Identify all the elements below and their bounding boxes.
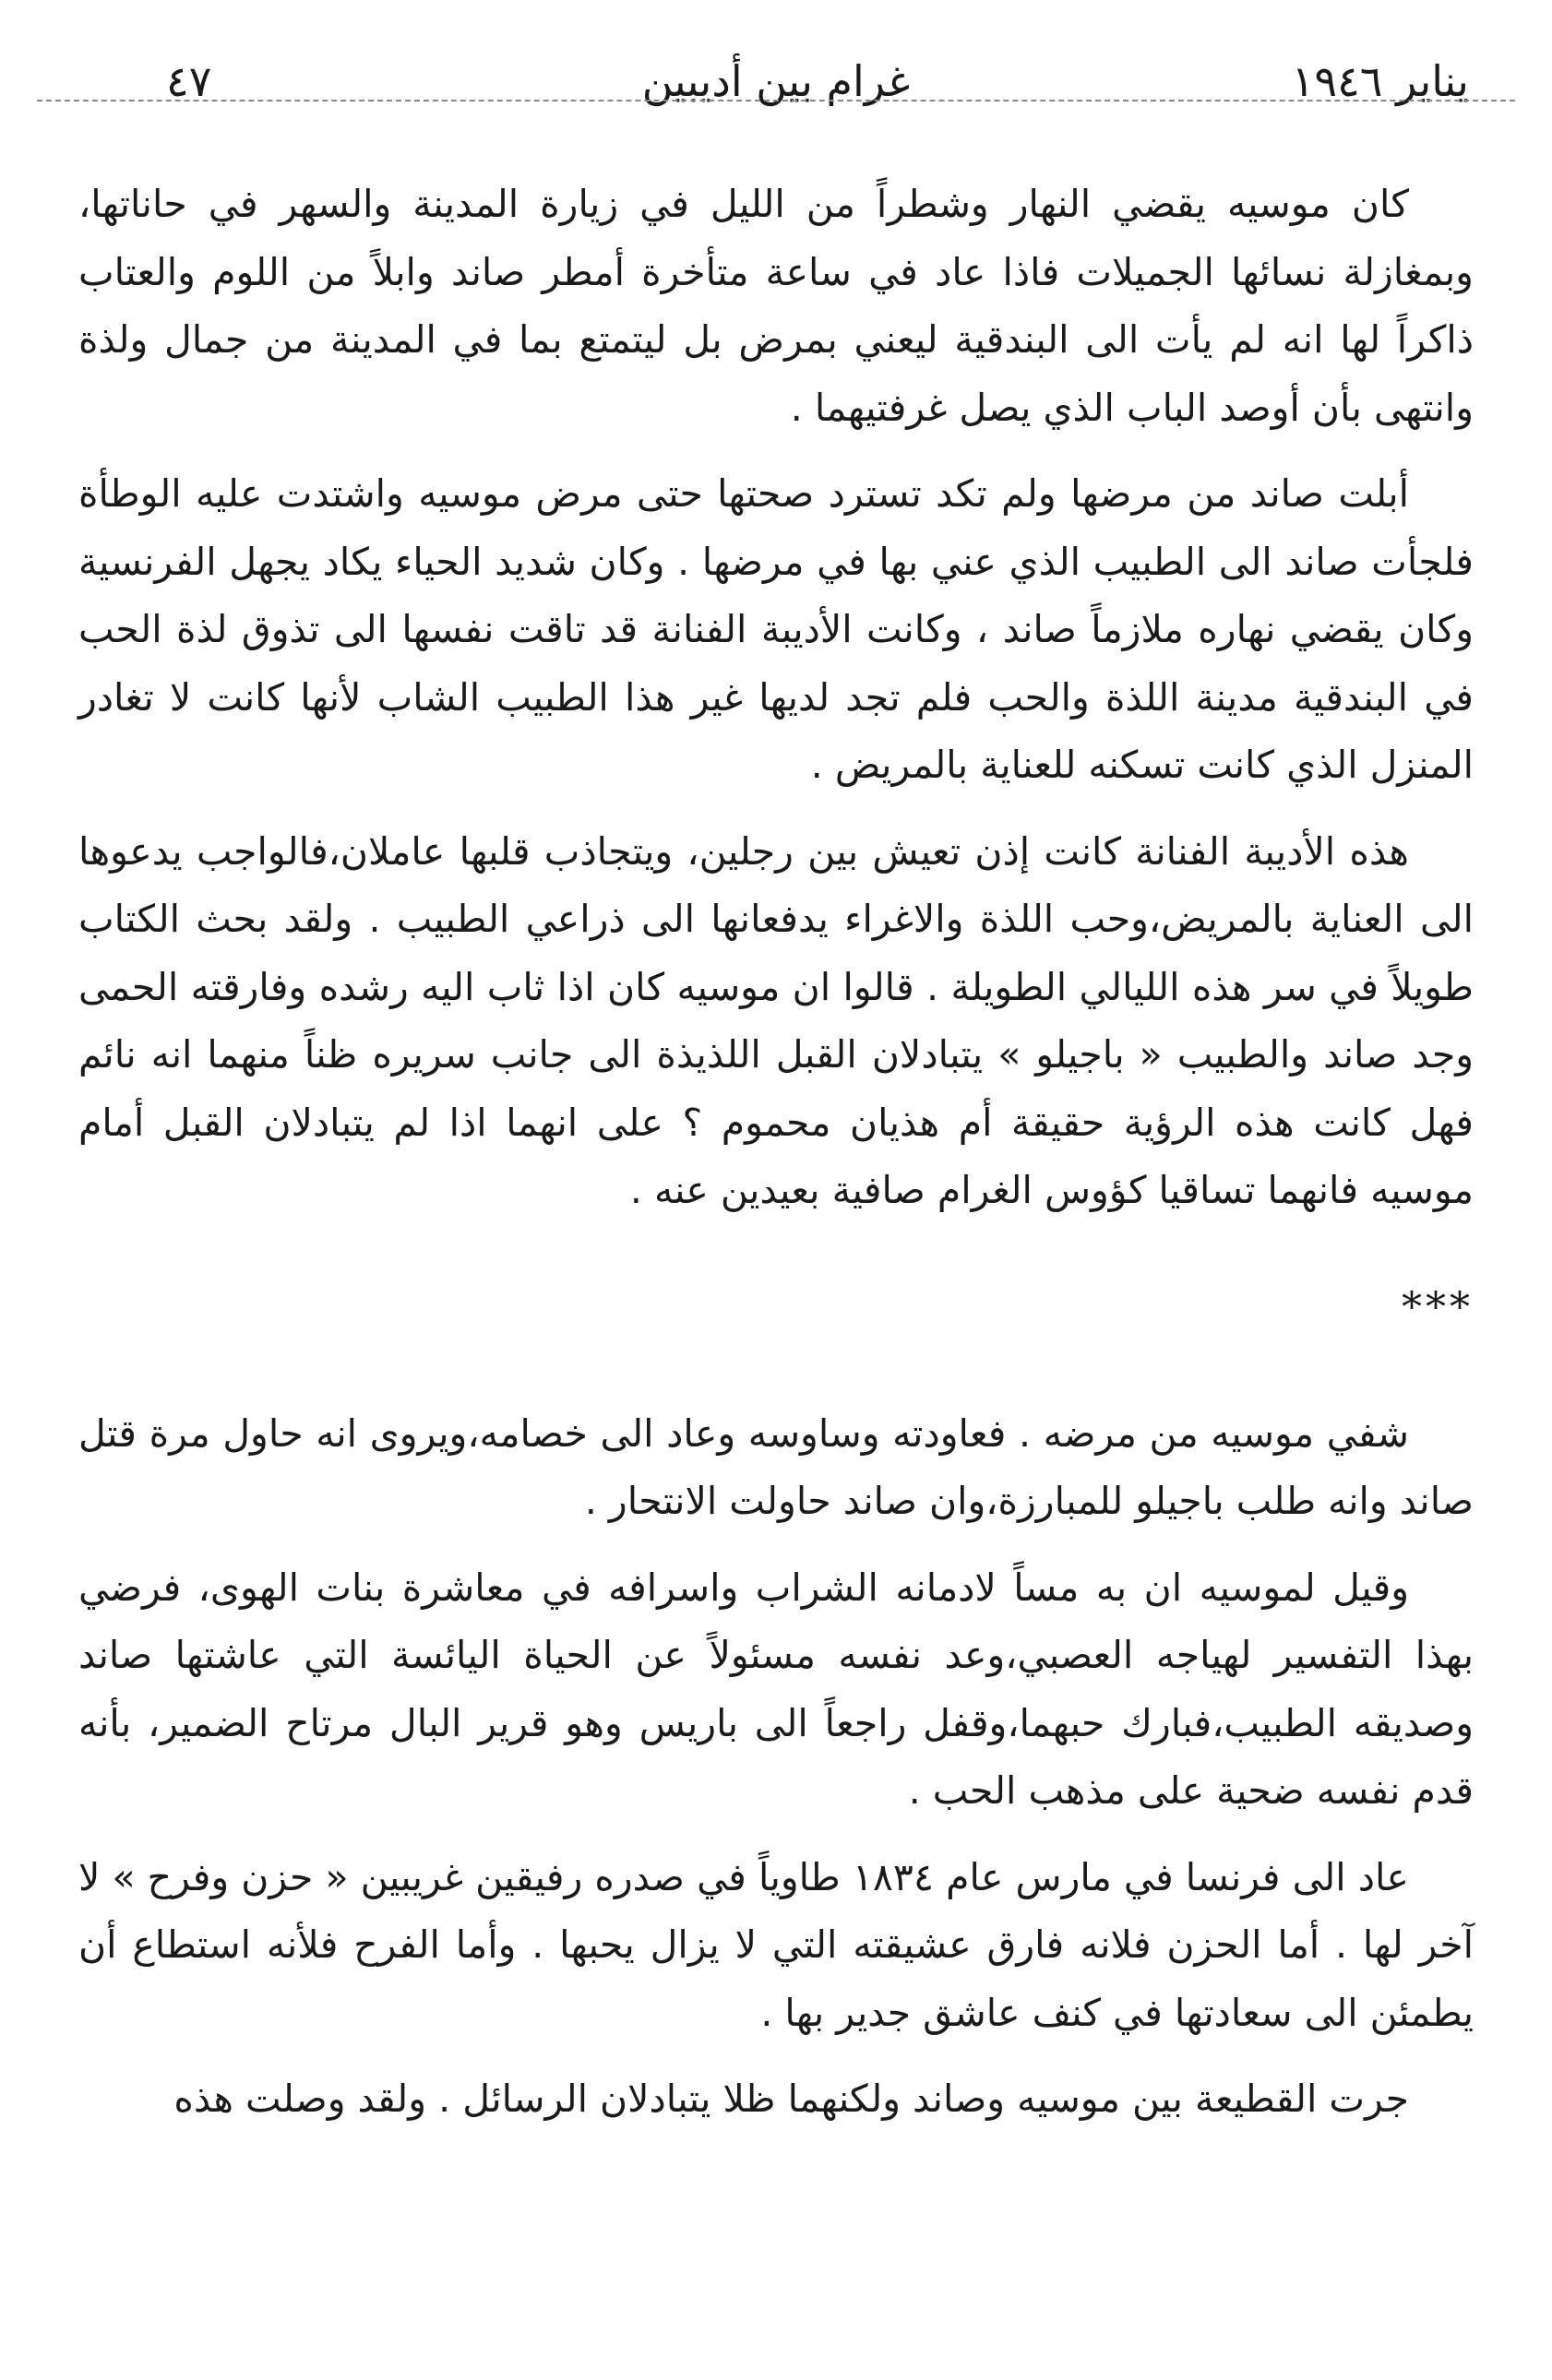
section-separator: *** [1402, 1283, 1474, 1331]
header-divider [37, 100, 1515, 101]
paragraph-4: شفي موسيه من مرضه . فعاودته وساوسه وعاد الى خصامه،ويروى انه حاول مرة قتل صاند وانه طلب باجيلو للمبارزة،وان صاند حاولت الانتحار . [78, 1410, 1474, 1523]
paragraph-6: عاد الى فرنسا في مارس عام ١٨٣٤ طاوياً في صدره رفيقين غريبين « حزن وفرح » لا آخر لها . أما الحزن فلانه فارق عشيقته التي لا يزال يحبها . وأما الفرح فلأنه استطاع أن يطمئن الى سعادتها في كنف عاشق جدير بها . [78, 1854, 1474, 2035]
header-title: غرام بين أديبين [641, 56, 911, 106]
paragraph-3: هذه الأديبة الفنانة كانت إذن تعيش بين رجلين، ويتجاذب قلبها عاملان،فالواجب يدعوها الى العناية بالمريض،وحب اللذة والاغراء يدفعانها الى ذراعي الطبيب . ولقد بحث الكتاب طويلاً في سر هذه الليالي الطويلة . قالوا ان موسيه كان اذا ثاب اليه رشده وفارقته الحمى وجد صاند والطبيب « باجيلو » يتبادلان القبل اللذيذة الى جانب سريره ظناً منهما انه نائم فهل كانت هذه الرؤية حقيقة أم هذيان محموم ؟ على انهما اذا لم يتبادلان القبل أمام موسيه فانهما تساقيا كؤوس الغرام صافية بعيدين عنه . [78, 828, 1474, 1212]
paragraph-1: كان موسيه يقضي النهار وشطراً من الليل في زيارة المدينة والسهر في حاناتها، وبمغازلة نسائها الجميلات فاذا عاد في ساعة متأخرة أمطر صاند وابلاً من اللوم والعتاب ذاكراً لها انه لم يأت الى البندقية ليعني بمرض بل ليتمتع بما في المدينة من جمال ولذة وانتهى بأن أوصد الباب الذي يصل غرفتيهما . [78, 182, 1474, 430]
page-number: ٤٧ [166, 56, 212, 106]
paragraph-7: جرت القطيعة بين موسيه وصاند ولكنهما ظلا يتبادلان الرسائل . ولقد وصلت هذه [173, 2077, 1409, 2121]
page-body [78, 171, 1474, 2152]
paragraph-5: وقيل لموسيه ان به مساً لادمانه الشراب واسرافه في معاشرة بنات الهوى، فرضي بهذا التفسير لهياجه العصبي،وعد نفسه مسئولاً عن الحياة اليائسة التي عاشتها صاند وصديقه الطبيب،فبارك حبهما،وقفل راجعاً الى باريس وهو قرير البال مرتاح الضمير، بأنه قدم نفسه ضحية على مذهب الحب . [78, 1565, 1474, 1813]
paragraph-2: أبلت صاند من مرضها ولم تكد تسترد صحتها حتى مرض موسيه واشتدت عليه الوطأة فلجأت صاند الى الطبيب الذي عني بها في مرضها . وكان شديد الحياء يكاد يجهل الفرنسية وكان يقضي نهاره ملازماً صاند ، وكانت الأديبة الفنانة قد تاقت نفسها الى تذوق لذة الحب في البندقية مدينة اللذة والحب فلم تجد لديها غير هذا الطبيب الشاب لأنها كانت لا تغادر المنزل الذي كانت تسكنه للعناية بالمريض . [78, 471, 1474, 787]
running-header [78, 37, 1474, 129]
header-date: يناير ١٩٤٦ [1291, 56, 1469, 106]
